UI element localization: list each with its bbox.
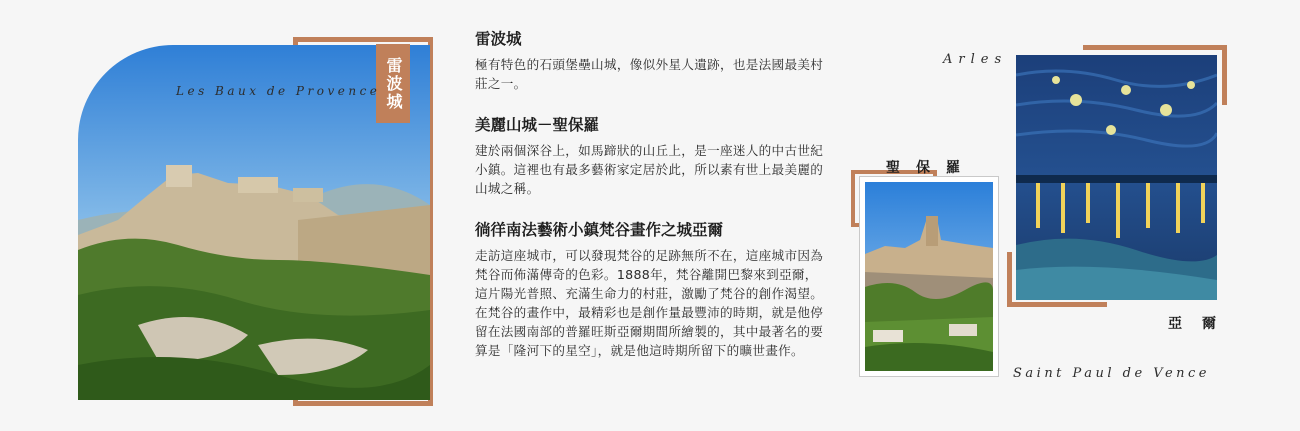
arles-frame: [1007, 252, 1012, 307]
les-baux-script-caption: Les Baux de Provence: [176, 84, 381, 98]
arles-frame: [1222, 45, 1227, 105]
section-saint-paul: [475, 113, 825, 198]
section-body: 建於兩個深谷上，如馬蹄狀的山丘上，是一座迷人的中古世紀小鎮。這裡也有最多藝術家定居於此，所以素有世上最美麗的山城之稱。: [475, 143, 824, 196]
starry-night-over-the-rhone-painting: [1016, 55, 1217, 300]
section-arles: [475, 218, 825, 360]
saint-paul-photo-card: [859, 176, 999, 377]
saint-paul-script-caption: Saint Paul de Vence: [1013, 366, 1211, 381]
section-title: 雷波城: [475, 30, 522, 48]
saint-paul-photo: [865, 182, 993, 371]
section-title: 徜徉南法藝術小鎮梵谷畫作之城亞爾: [475, 221, 724, 239]
arles-frame: [1083, 45, 1227, 50]
saint-paul-label: 聖保羅: [886, 160, 976, 176]
section-body: 走訪這座城市，可以發現梵谷的足跡無所不在，這座城市因為梵谷而佈滿傳奇的色彩。1888年，梵谷離開巴黎來到亞爾，這片陽光普照、充滿生命力的村莊，激勵了梵谷的創作渴望。在梵谷的畫作中，最精彩也是創作量最豐沛的時期，就是他停留在法國南部的普羅旺斯亞爾期間所繪製的，其中最著名的要算是「隆河下的星空」，就是他這時期所留下的曠世畫作。: [475, 248, 824, 358]
les-baux-tag: 雷波城: [376, 44, 410, 123]
section-les-baux: [475, 27, 825, 93]
arles-script-caption: Arles: [943, 52, 1008, 67]
section-title: 美麗山城－聖保羅: [475, 116, 600, 134]
description-column: [475, 27, 825, 380]
section-body: 極有特色的石頭堡壘山城，像似外星人遺跡，也是法國最美村莊之一。: [475, 57, 824, 91]
arles-label: 亞爾: [1168, 316, 1236, 332]
arles-frame: [1007, 302, 1107, 307]
